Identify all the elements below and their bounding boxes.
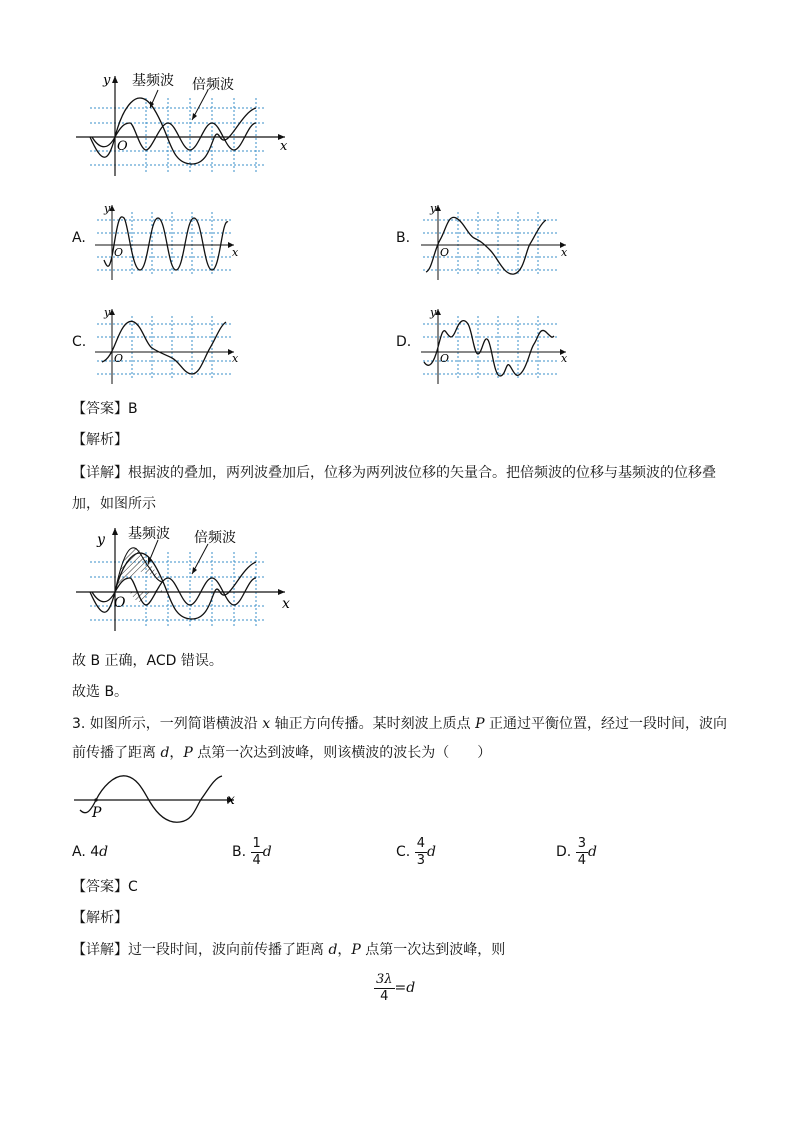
option-c-y: y (104, 306, 111, 319)
option-d-x: x (561, 352, 568, 365)
sup-x-label: x (282, 596, 290, 612)
option-c-graph (92, 304, 242, 386)
q2-analysis-heading: 【解析】 (72, 432, 128, 448)
q3-detail: 【详解】过一段时间，波向前传播了距离 d，P 点第一次达到波峰，则 (72, 942, 506, 958)
option-a-letter: A. (72, 230, 86, 246)
q3-equation: $\frac{3\lambda}{4}$ =d (376, 971, 416, 1004)
option-d-letter: D. (396, 334, 412, 350)
option-a-y: y (104, 202, 111, 215)
option-d-o: O (440, 352, 450, 365)
q3-option-a: A. 4d (72, 844, 109, 860)
top-x-label: x (280, 139, 288, 154)
option-b-graph (418, 200, 573, 282)
q3-answer: 【答案】C (72, 879, 138, 895)
q3-wave-figure (72, 770, 252, 826)
sup-fundamental-label: 基频波 (128, 526, 170, 542)
q3-x-label: x (227, 792, 235, 808)
sup-y-label: y (97, 532, 105, 548)
wave-figure-top (70, 68, 300, 180)
q3-option-c: C. $\frac{4}{3}$ d (396, 835, 436, 868)
option-b-o: O (440, 246, 450, 259)
option-c-letter: C. (72, 334, 87, 350)
option-a-x: x (232, 246, 239, 259)
top-origin-label: O (117, 139, 128, 154)
q3-p-label: P (92, 805, 102, 821)
q3-analysis-heading: 【解析】 (72, 910, 128, 926)
option-c-x: x (232, 352, 239, 365)
q2-conclusion1: 故 B 正确，ACD 错误。 (72, 653, 223, 669)
q2-detail-line1: 【详解】根据波的叠加，两列波叠加后，位移为两列波位移的矢量合。把倍频波的位移与基频波的位移叠 (72, 465, 716, 481)
q2-detail-line2: 加，如图所示 (72, 496, 156, 512)
option-d-y: y (430, 306, 437, 319)
option-d-graph (418, 304, 573, 386)
option-b-letter: B. (396, 230, 411, 246)
q2-conclusion2: 故选 B。 (72, 684, 129, 700)
fundamental-wave-label: 基频波 (132, 73, 174, 89)
sup-origin-label: O (114, 595, 126, 611)
top-y-label: y (103, 73, 111, 88)
option-b-x: x (561, 246, 568, 259)
sup-harmonic-label: 倍频波 (194, 530, 236, 546)
q3-stem-line1: 3. 如图所示，一列简谐横波沿 x 轴正方向传播。某时刻波上质点 P 正通过平衡位置，经过一段时间，波向 (72, 716, 727, 732)
option-a-graph (92, 200, 242, 282)
superposition-figure (70, 518, 300, 634)
option-b-y: y (430, 202, 437, 215)
harmonic-wave-label: 倍频波 (192, 77, 234, 93)
option-a-o: O (114, 246, 124, 259)
option-c-o: O (114, 352, 124, 365)
q2-answer: 【答案】B (72, 401, 138, 417)
q3-option-d: D. $\frac{3}{4}$ d (556, 835, 597, 868)
q3-stem-line2: 前传播了距离 d，P 点第一次达到波峰，则该横波的波长为（ ） (72, 745, 492, 761)
q3-option-b: B. $\frac{1}{4}$ d (232, 835, 272, 868)
